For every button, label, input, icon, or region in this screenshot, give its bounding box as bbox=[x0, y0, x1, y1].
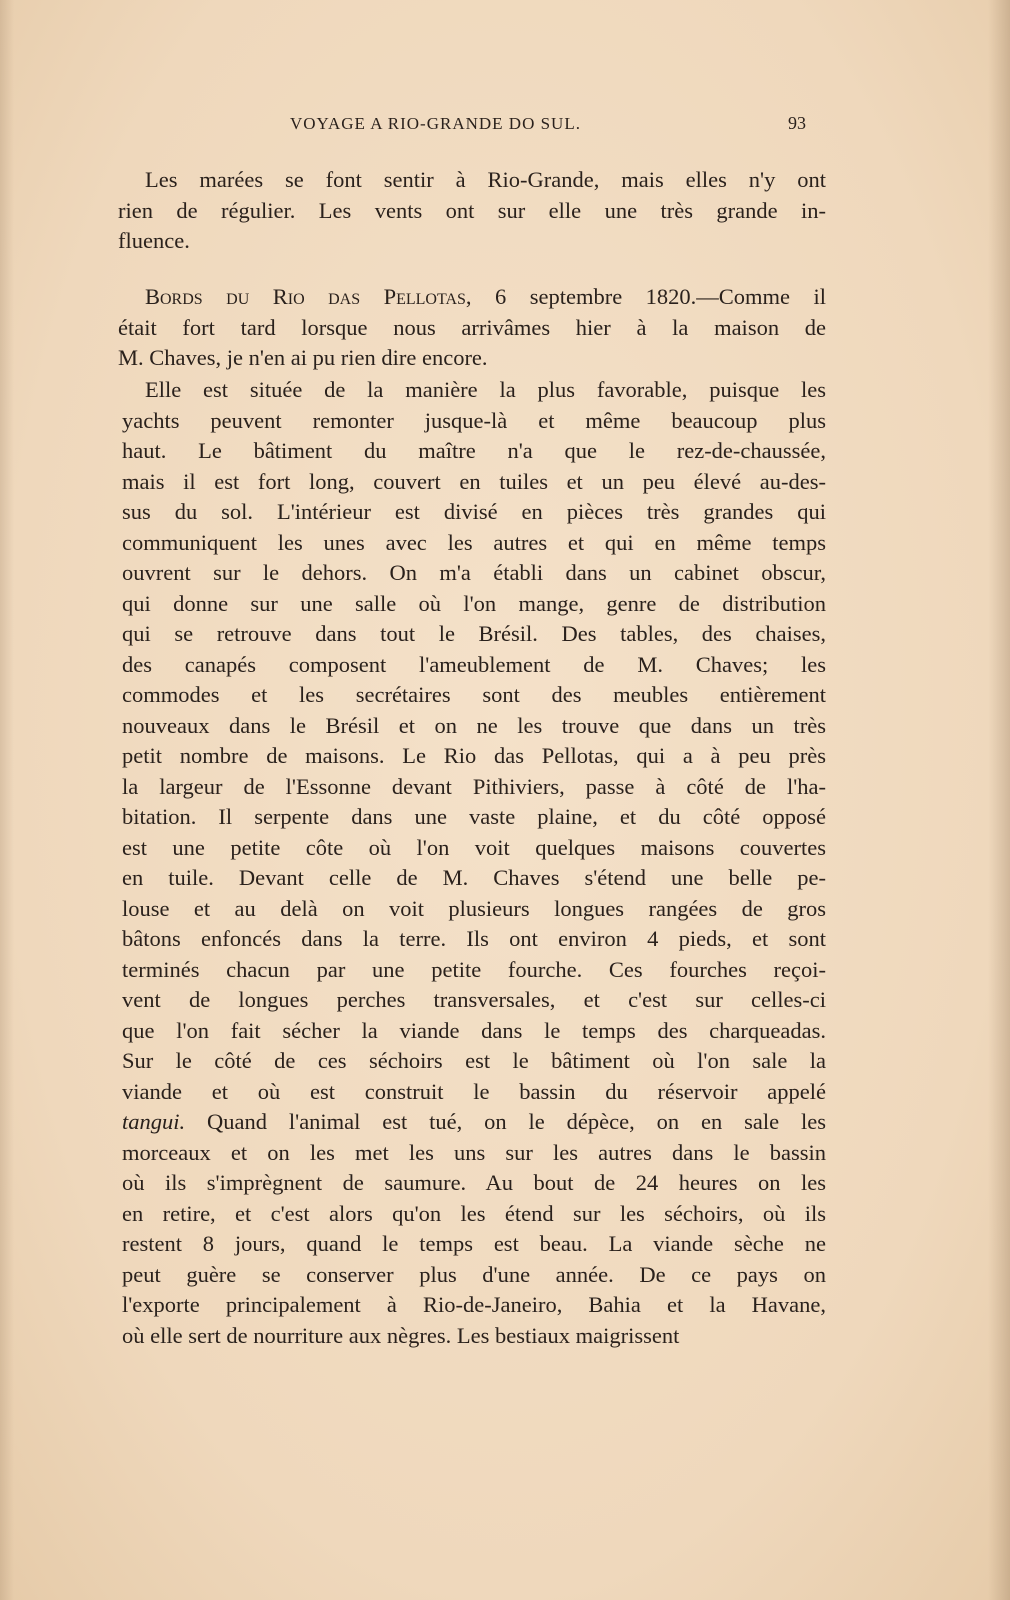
text-line: M. Chaves, je n'en ai pu rien dire encore. bbox=[118, 345, 488, 370]
text-line: ouvrent sur le dehors. On m'a établi dans un cabinet obscur, bbox=[122, 560, 826, 585]
text-line: est une petite côte où l'on voit quelques maisons couvertes bbox=[122, 834, 826, 860]
text-line: bâtons enfoncés dans la terre. Ils ont environ 4 pieds, et sont bbox=[122, 926, 826, 951]
text-line: rien de régulier. Les vents ont sur elle une très grande in- bbox=[118, 197, 826, 223]
text-line: que l'on fait sécher la viande dans le temps des charqueadas. bbox=[122, 1017, 826, 1043]
text-line: communiquent les unes avec les autres et qui en même temps bbox=[122, 529, 826, 555]
text-line: commodes et les secrétaires sont des meubles entièrement bbox=[122, 682, 826, 707]
text-line: restent 8 jours, quand le temps est beau. La viande sèche ne bbox=[122, 1231, 826, 1256]
text-line: terminés chacun par une petite fourche. Ces fourches reçoi- bbox=[122, 956, 826, 982]
text-line: Elle est située de la manière la plus favorable, puisque les bbox=[145, 377, 826, 402]
italic-term: tangui. bbox=[122, 1109, 186, 1134]
text-line: où ils s'imprègnent de saumure. Au bout de 24 heures on les bbox=[122, 1170, 826, 1195]
text-line: qui donne sur une salle où l'on mange, genre de distribution bbox=[122, 590, 826, 616]
text-line: Bords du Rio das Pellotas, 6 septembre 1820.—Comme il bbox=[145, 284, 826, 309]
page-number: 93 bbox=[788, 113, 806, 133]
text-line: Sur le côté de ces séchoirs est le bâtiment où l'on sale la bbox=[122, 1048, 826, 1073]
text-line: yachts peuvent remonter jusque-là et même beaucoup plus bbox=[122, 407, 826, 433]
text-line: où elle sert de nourriture aux nègres. Les bestiaux maigrissent bbox=[122, 1322, 680, 1348]
text-line: tangui. Quand l'animal est tué, on le dépèce, on en sale les bbox=[122, 1109, 826, 1134]
text-line: nouveaux dans le Brésil et on ne les trouve que dans un très bbox=[122, 712, 826, 738]
page-left-edge bbox=[0, 0, 14, 1600]
text-line: viande et où est construit le bassin du réservoir appelé bbox=[122, 1078, 826, 1104]
running-title: VOYAGE A RIO-GRANDE DO SUL. bbox=[290, 114, 581, 133]
text-line: louse et au delà on voit plusieurs longues rangées de gros bbox=[122, 895, 826, 921]
dateline: Bords du Rio das Pellotas bbox=[145, 284, 466, 309]
text-line: peut guère se conserver plus d'une année. De ce pays on bbox=[122, 1261, 826, 1287]
text-line: vent de longues perches transversales, et c'est sur celles-ci bbox=[122, 987, 826, 1012]
page-right-edge bbox=[988, 0, 1010, 1600]
text-line: morceaux et on les met les uns sur les autres dans le bassin bbox=[122, 1139, 826, 1165]
text-line: mais il est fort long, couvert en tuiles et un peu élevé au-des- bbox=[122, 468, 826, 494]
text-line: fluence. bbox=[118, 228, 190, 253]
text-line: en tuile. Devant celle de M. Chaves s'étend une belle pe- bbox=[122, 865, 826, 890]
text-line: Les marées se font sentir à Rio-Grande, mais elles n'y ont bbox=[145, 167, 826, 192]
text-line: petit nombre de maisons. Le Rio das Pellotas, qui a à peu près bbox=[122, 743, 826, 768]
text-line: était fort tard lorsque nous arrivâmes hier à la maison de bbox=[118, 314, 826, 340]
text-line: la largeur de l'Essonne devant Pithiviers, passe à côté de l'ha- bbox=[122, 773, 826, 799]
text-line: haut. Le bâtiment du maître n'a que le rez-de-chaussée, bbox=[122, 438, 826, 463]
text-line: des canapés composent l'ameublement de M. Chaves; les bbox=[122, 651, 826, 677]
text-line: qui se retrouve dans tout le Brésil. Des tables, des chaises, bbox=[122, 621, 826, 646]
text-line: l'exporte principalement à Rio-de-Janeiro, Bahia et la Havane, bbox=[122, 1292, 826, 1317]
text-line: sus du sol. L'intérieur est divisé en pièces très grandes qui bbox=[122, 499, 826, 524]
text-line: en retire, et c'est alors qu'on les étend sur les séchoirs, où ils bbox=[122, 1200, 826, 1226]
text-line: bitation. Il serpente dans une vaste plaine, et du côté opposé bbox=[122, 804, 826, 829]
